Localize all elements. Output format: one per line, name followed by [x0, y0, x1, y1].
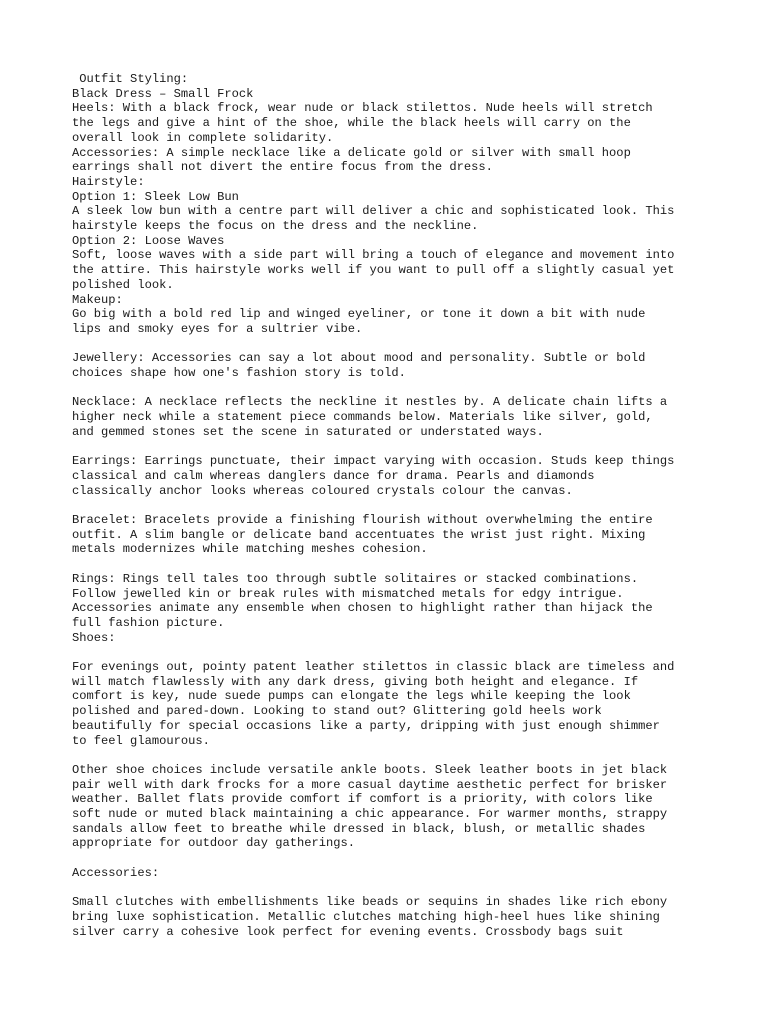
text-line: the legs and give a hint of the shoe, while the black heels will carry on the [72, 116, 631, 131]
text-line: Accessories animate any ensemble when chosen to highlight rather than hijack the [72, 601, 653, 616]
document-body [72, 72, 712, 939]
text-line: choices shape how one's fashion story is told. [72, 366, 406, 381]
text-line: polished and pared-down. Looking to stand out? Glittering gold heels work [72, 704, 602, 719]
text-line: A sleek low bun with a centre part will deliver a chic and sophisticated look. This [72, 204, 675, 219]
text-line: sandals allow feet to breathe while dressed in black, blush, or metallic shades [72, 821, 646, 836]
text-line: comfort is key, nude suede pumps can elongate the legs while keeping the look [72, 689, 631, 704]
text-line: lips and smoky eyes for a sultrier vibe. [72, 321, 363, 336]
text-line: polished look. [72, 277, 174, 292]
text-line: bring luxe sophistication. Metallic clutches matching high-heel hues like shining [72, 909, 660, 924]
text-line: Soft, loose waves with a side part will bring a touch of elegance and movement into [72, 248, 675, 263]
text-line: overall look in complete solidarity. [72, 130, 334, 145]
text-line: hairstyle keeps the focus on the dress and the neckline. [72, 219, 479, 234]
blank-line [72, 498, 712, 513]
text-line: the attire. This hairstyle works well if you want to pull off a slightly casual yet [72, 263, 675, 278]
text-line: Hairstyle: [72, 174, 145, 189]
text-line: appropriate for outdoor day gatherings. [72, 836, 356, 851]
text-line: Small clutches with embellishments like beads or sequins in shades like rich ebony [72, 895, 668, 910]
text-line: full fashion picture. [72, 615, 225, 630]
text-line: Bracelet: Bracelets provide a finishing flourish without overwhelming the entire [72, 513, 653, 528]
text-line: soft nude or muted black maintaining a chic appearance. For warmer months, strappy [72, 807, 668, 822]
blank-line [72, 851, 712, 866]
text-line: Jewellery: Accessories can say a lot about mood and personality. Subtle or bold [72, 351, 646, 366]
text-line: Go big with a bold red lip and winged eyeliner, or tone it down a bit with nude [72, 307, 646, 322]
text-line: Option 1: Sleek Low Bun [72, 189, 239, 204]
text-line: For evenings out, pointy patent leather stilettos in classic black are timeless and [72, 660, 675, 675]
text-line: Heels: With a black frock, wear nude or black stilettos. Nude heels will stretch [72, 101, 653, 116]
blank-line [72, 557, 712, 572]
text-line: higher neck while a statement piece commands below. Materials like silver, gold, [72, 410, 653, 425]
text-line: metals modernizes while matching meshes cohesion. [72, 542, 428, 557]
text-line: pair well with dark frocks for a more casual daytime aesthetic perfect for brisker [72, 777, 668, 792]
text-line: Other shoe choices include versatile ankle boots. Sleek leather boots in jet black [72, 762, 668, 777]
text-line: earrings shall not divert the entire focus from the dress. [72, 160, 493, 175]
text-line: Accessories: A simple necklace like a delicate gold or silver with small hoop [72, 145, 631, 160]
text-line: to feel glamourous. [72, 733, 210, 748]
text-line: silver carry a cohesive look perfect for evening events. Crossbody bags suit [72, 924, 624, 939]
text-line: classically anchor looks whereas coloured crystals colour the canvas. [72, 483, 573, 498]
blank-line [72, 645, 712, 660]
text-line: Makeup: [72, 292, 123, 307]
text-line: and gemmed stones set the scene in saturated or understated ways. [72, 424, 544, 439]
text-line: weather. Ballet flats provide comfort if comfort is a priority, with colors like [72, 792, 653, 807]
text-line: Accessories: [72, 865, 160, 880]
text-line: classical and calm whereas danglers dance for drama. Pearls and diamonds [72, 468, 595, 483]
text-line: Necklace: A necklace reflects the neckline it nestles by. A delicate chain lifts a [72, 395, 668, 410]
blank-line [72, 381, 712, 396]
blank-line [72, 881, 712, 896]
text-line: Black Dress – Small Frock [72, 86, 254, 101]
text-line: outfit. A slim bangle or delicate band accentuates the wrist just right. Mixing [72, 527, 646, 542]
text-line: will match flawlessly with any dark dress, giving both height and elegance. If [72, 674, 639, 689]
blank-line [72, 337, 712, 352]
text-line: Earrings: Earrings punctuate, their impact varying with occasion. Studs keep things [72, 454, 675, 469]
blank-line [72, 440, 712, 455]
text-line: Follow jewelled kin or break rules with mismatched metals for edgy intrigue. [72, 586, 624, 601]
text-line: Outfit Styling: [72, 72, 189, 86]
blank-line [72, 748, 712, 763]
text-line: Option 2: Loose Waves [72, 233, 225, 248]
text-line: Rings: Rings tell tales too through subtle solitaires or stacked combinations. [72, 571, 639, 586]
text-line: Shoes: [72, 630, 116, 645]
text-line: beautifully for special occasions like a party, dripping with just enough shimmer [72, 718, 660, 733]
